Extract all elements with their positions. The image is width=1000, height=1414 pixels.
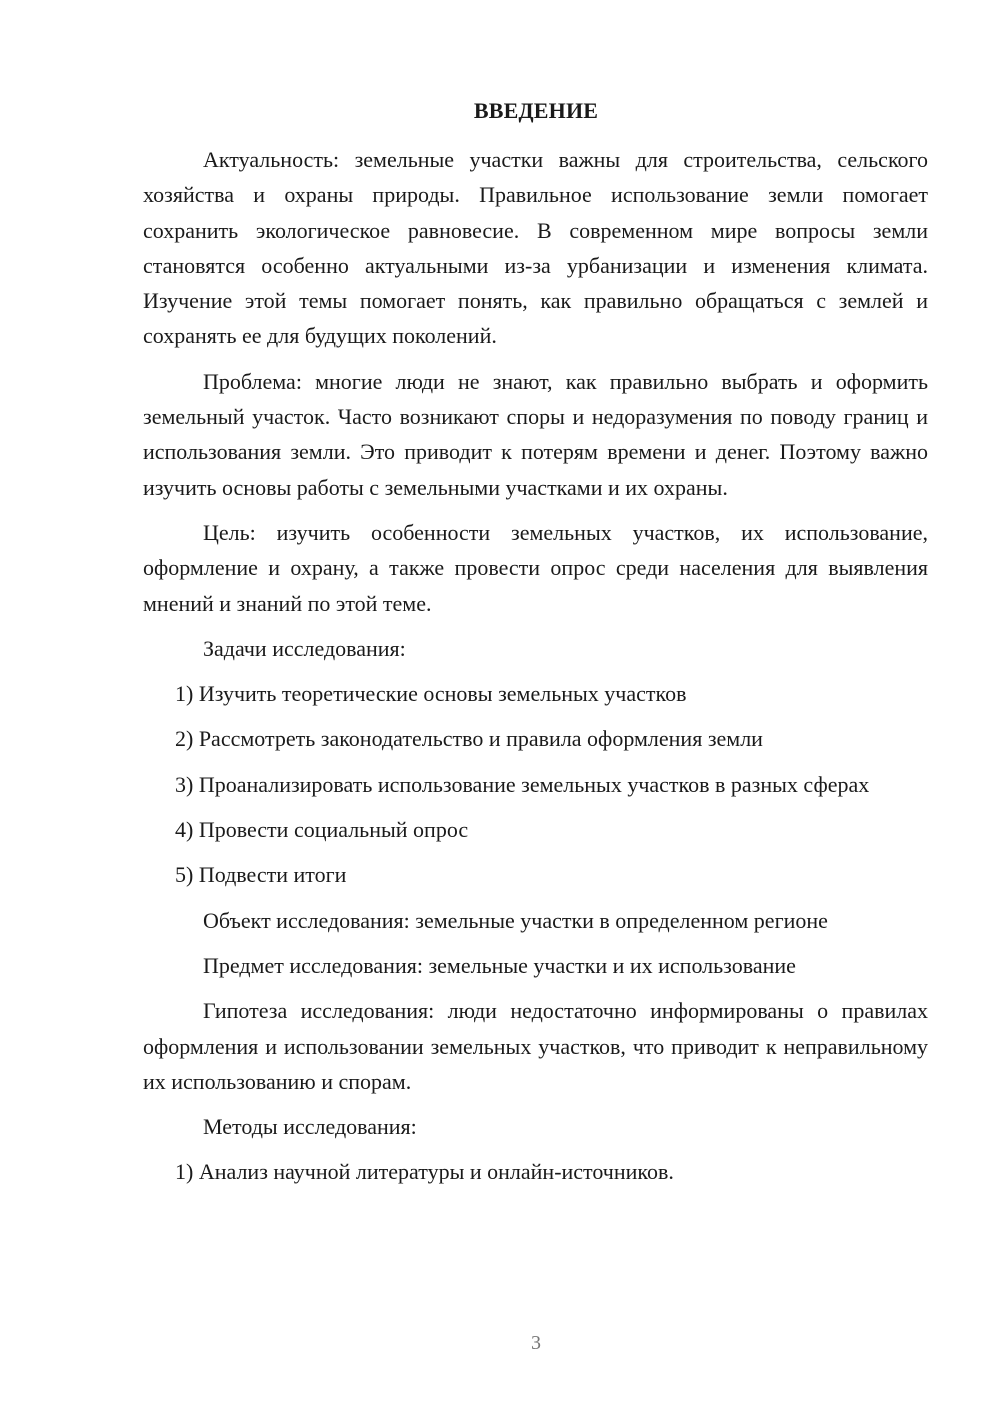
paragraph-relevance: Актуальность: земельные участки важны для строительства, сельского хозяйства и охраны природы. Правильное использование земли помогает сохранить экологическое равновесие. В современном мире вопросы земли становятся особенно актуальными из-за урбанизации и изменения климата. Изучение этой темы помогает понять, как правильно обращаться с землей и сохранять ее для будущих поколений. <box>143 147 928 349</box>
method-item-1: 1) Анализ научной литературы и онлайн-источников. <box>175 1159 674 1185</box>
paragraph-object: Объект исследования: земельные участки в определенном регионе <box>203 907 828 933</box>
paragraph-hypothesis: Гипотеза исследования: люди недостаточно информированы о правилах оформления и использовании земельных участков, что приводит к неправильному их использованию и спорам. <box>143 998 928 1094</box>
tasks-heading: Задачи исследования: <box>203 635 406 661</box>
task-item-3: 3) Проанализировать использование земельных участков в разных сферах <box>175 771 870 797</box>
task-item-2: 2) Рассмотреть законодательство и правила оформления земли <box>175 726 763 752</box>
paragraph-problem: Проблема: многие люди не знают, как правильно выбрать и оформить земельный участок. Часто возникают споры и недоразумения по поводу границ и использования земли. Это приводит к потерям времени и денег. Поэтому важно изучить основы работы с земельными участками и их охраны. <box>143 368 928 500</box>
paragraph-subject: Предмет исследования: земельные участки и их использование <box>203 952 796 978</box>
page-body <box>143 142 928 1200</box>
paragraph-goal: Цель: изучить особенности земельных участков, их использование, оформление и охрану, а также провести опрос среди населения для выявления мнений и знаний по этой теме. <box>143 519 928 616</box>
task-item-4: 4) Провести социальный опрос <box>175 817 469 843</box>
page-number: 3 <box>531 1332 541 1354</box>
methods-heading: Методы исследования: <box>203 1114 417 1140</box>
task-item-5: 5) Подвести итоги <box>175 862 347 888</box>
section-title: ВВЕДЕНИЕ <box>473 98 599 123</box>
task-item-1: 1) Изучить теоретические основы земельных участков <box>175 681 687 707</box>
